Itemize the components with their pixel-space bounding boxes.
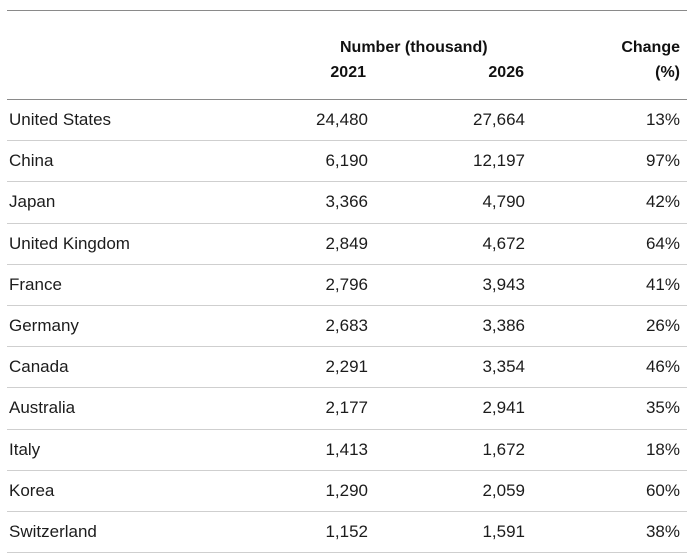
value-2026-cell: 4,672 <box>482 233 525 253</box>
header-year-2026: 2026 <box>488 64 524 81</box>
value-2021-cell: 2,849 <box>325 233 368 253</box>
data-table <box>7 10 687 553</box>
value-2021-cell: 2,796 <box>325 274 368 294</box>
table-row <box>7 471 687 512</box>
table-row <box>7 347 687 388</box>
value-2026-cell: 4,790 <box>482 192 525 212</box>
country-cell: Australia <box>9 398 76 418</box>
value-2026-cell: 2,941 <box>482 398 525 418</box>
header-year-2021: 2021 <box>330 64 366 81</box>
table-row <box>7 388 687 429</box>
country-cell: France <box>9 274 62 294</box>
country-cell: China <box>9 151 54 171</box>
value-2026-cell: 3,943 <box>482 274 525 294</box>
table-row <box>7 100 687 141</box>
table-row <box>7 141 687 182</box>
value-2026-cell: 3,386 <box>482 316 525 336</box>
value-2026-cell: 27,664 <box>473 110 525 130</box>
value-2021-cell: 6,190 <box>325 151 368 171</box>
change-cell: 35% <box>645 398 680 418</box>
change-cell: 97% <box>645 151 680 171</box>
header-number-group: Number (thousand) <box>340 39 488 56</box>
table-row <box>7 182 687 223</box>
value-2021-cell: 1,152 <box>325 521 368 541</box>
country-cell: Korea <box>9 480 55 500</box>
header-change: Change <box>621 39 680 56</box>
value-2026-cell: 2,059 <box>482 480 525 500</box>
value-2021-cell: 2,683 <box>325 316 368 336</box>
value-2021-cell: 24,480 <box>316 110 368 130</box>
change-cell: 42% <box>645 192 680 212</box>
table-body <box>7 100 687 553</box>
table-row <box>7 224 687 265</box>
header-change-unit: (%) <box>655 64 680 81</box>
country-cell: United States <box>9 110 112 130</box>
country-cell: United Kingdom <box>9 233 130 253</box>
country-cell: Japan <box>9 192 56 212</box>
value-2026-cell: 3,354 <box>482 357 525 377</box>
change-cell: 64% <box>645 233 680 253</box>
table-row <box>7 306 687 347</box>
table-header <box>7 11 687 100</box>
value-2026-cell: 1,672 <box>482 439 525 459</box>
change-cell: 41% <box>645 274 680 294</box>
value-2021-cell: 2,291 <box>325 357 368 377</box>
change-cell: 26% <box>645 316 680 336</box>
change-cell: 60% <box>645 480 680 500</box>
change-cell: 13% <box>645 110 680 130</box>
change-cell: 38% <box>645 521 680 541</box>
country-cell: Switzerland <box>9 521 97 541</box>
value-2021-cell: 2,177 <box>325 398 368 418</box>
table-row <box>7 430 687 471</box>
value-2026-cell: 1,591 <box>482 521 525 541</box>
table-row <box>7 265 687 306</box>
value-2026-cell: 12,197 <box>473 151 525 171</box>
country-cell: Germany <box>9 316 79 336</box>
value-2021-cell: 1,290 <box>325 480 368 500</box>
change-cell: 18% <box>645 439 680 459</box>
change-cell: 46% <box>645 357 680 377</box>
value-2021-cell: 3,366 <box>325 192 368 212</box>
value-2021-cell: 1,413 <box>325 439 368 459</box>
country-cell: Canada <box>9 357 69 377</box>
country-cell: Italy <box>9 439 41 459</box>
